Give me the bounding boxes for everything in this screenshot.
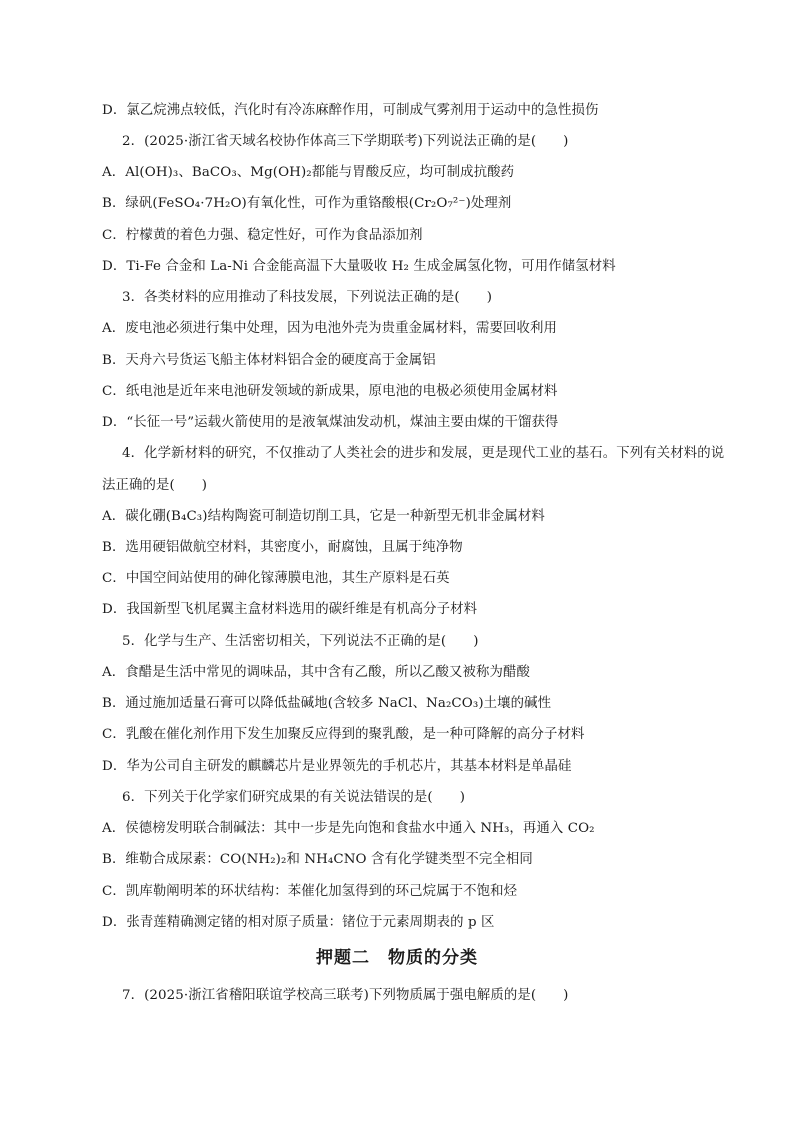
option-line: B．选用硬铝做航空材料，其密度小，耐腐蚀，且属于纯净物	[102, 540, 463, 555]
option-line: D．Ti-Fe 合金和 La-Ni 合金能高温下大量吸收 H₂ 生成金属氢化物，可用作储氢材料	[102, 259, 616, 274]
question-line: 5．化学与生产、生活密切相关，下列说法不正确的是( )	[122, 634, 479, 649]
option-line: D．氯乙烷沸点较低，汽化时有冷冻麻醉作用，可制成气雾剂用于运动中的急性损伤	[102, 103, 599, 118]
option-line: A．碳化硼(B₄C₃)结构陶瓷可制造切削工具，它是一种新型无机非金属材料	[102, 509, 545, 524]
option-line: A．食醋是生活中常见的调味品，其中含有乙酸，所以乙酸又被称为醋酸	[102, 665, 530, 680]
option-line: D．“长征一号”运载火箭使用的是液氧煤油发动机，煤油主要由煤的干馏获得	[102, 415, 559, 430]
option-line: A．Al(OH)₃、BaCO₃、Mg(OH)₂都能与胃酸反应，均可制成抗酸药	[102, 165, 515, 180]
option-line: D．华为公司自主研发的麒麟芯片是业界领先的手机芯片，其基本材料是单晶硅	[102, 759, 572, 774]
question-line: 4．化学新材料的研究，不仅推动了人类社会的进步和发展，更是现代工业的基石。下列有关材料的说	[122, 446, 725, 461]
section-title: 押题二 物质的分类	[316, 948, 478, 968]
question-line: 3．各类材料的应用推动了科技发展，下列说法正确的是( )	[122, 290, 493, 305]
option-line: A．侯德榜发明联合制碱法：其中一步是先向饱和食盐水中通入 NH₃，再通入 CO₂	[102, 821, 595, 836]
option-line: B．绿矾(FeSO₄·7H₂O)有氧化性，可作为重铬酸根(Cr₂O₇²⁻)处理剂	[102, 196, 512, 211]
option-line: C．柠檬黄的着色力强、稳定性好，可作为食品添加剂	[102, 228, 423, 243]
question-line: 7．(2025·浙江省稽阳联谊学校高三联考)下列物质属于强电解质的是( )	[122, 988, 569, 1003]
option-line: C．乳酸在催化剂作用下发生加聚反应得到的聚乳酸，是一种可降解的高分子材料	[102, 727, 585, 742]
question-line-continued: 法正确的是( )	[102, 478, 208, 493]
option-line: C．中国空间站使用的砷化镓薄膜电池，其生产原料是石英	[102, 571, 450, 586]
option-line: A．废电池必须进行集中处理，因为电池外壳为贵重金属材料，需要回收利用	[102, 321, 557, 336]
option-line: B．天舟六号货运飞船主体材料铝合金的硬度高于金属铝	[102, 353, 436, 368]
option-line: D．张青莲精确测定锗的相对原子质量：锗位于元素周期表的 p 区	[102, 915, 495, 930]
question-line: 2．(2025·浙江省天域名校协作体高三下学期联考)下列说法正确的是( )	[122, 134, 569, 149]
option-line: B．维勒合成尿素：CO(NH₂)₂和 NH₄CNO 含有化学键类型不完全相同	[102, 852, 533, 867]
option-line: C．纸电池是近年来电池研发领域的新成果，原电池的电极必须使用金属材料	[102, 384, 558, 399]
option-line: D．我国新型飞机尾翼主盒材料选用的碳纤维是有机高分子材料	[102, 602, 478, 617]
option-line: C．凯库勒阐明苯的环状结构：苯催化加氢得到的环己烷属于不饱和烃	[102, 884, 518, 899]
question-line: 6．下列关于化学家们研究成果的有关说法错误的是( )	[122, 790, 466, 805]
option-line: B．通过施加适量石膏可以降低盐碱地(含较多 NaCl、Na₂CO₃)土壤的碱性	[102, 696, 552, 711]
